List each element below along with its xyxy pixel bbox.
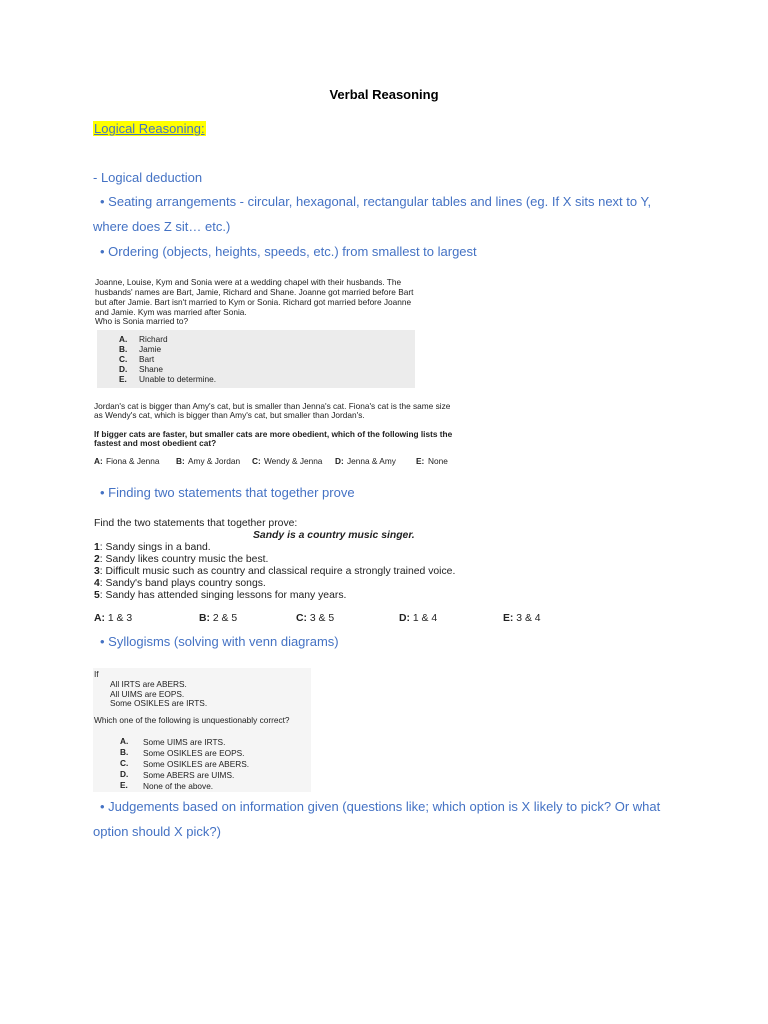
option-letter: A.	[120, 736, 129, 746]
example-intro: Find the two statements that together prove:	[94, 518, 298, 529]
statement-number: 1	[94, 542, 100, 553]
bullet-ordering: • Ordering (objects, heights, speeds, etc.) from smallest to largest	[100, 244, 477, 259]
option-letter: B.	[119, 344, 128, 354]
option-letter: B.	[120, 747, 129, 757]
example-if: If	[94, 669, 99, 679]
option-text: Some UIMS are IRTS.	[143, 737, 226, 747]
option-letter: D.	[120, 769, 129, 779]
statement-5	[94, 590, 346, 601]
option-text: Unable to determine.	[139, 374, 217, 384]
option-e	[503, 613, 541, 624]
option-letter: E.	[119, 374, 127, 384]
example-question: If bigger cats are faster, but smaller cats are more obedient, which of the following lists the	[94, 429, 453, 439]
option-text: Shane	[139, 364, 163, 374]
option-letter: B:	[176, 456, 185, 466]
statement-number: 3	[94, 566, 100, 577]
option-text: Some OSIKLES are ABERS.	[143, 759, 250, 769]
intro-text: - Logical deduction	[93, 170, 203, 185]
statement-number: 2	[94, 554, 100, 565]
option-text: 3 & 4	[516, 613, 541, 624]
option-letter: E:	[416, 456, 425, 466]
option-text: 2 & 5	[212, 613, 238, 624]
example-line: Joanne, Louise, Kym and Sonia were at a wedding chapel with their husbands. The	[95, 277, 402, 287]
option-c	[296, 613, 334, 624]
options-block	[97, 330, 415, 388]
option-text: None of the above.	[143, 781, 214, 791]
option-text: 1 & 4	[412, 613, 438, 624]
option-text: Jenna & Amy	[347, 456, 396, 466]
option-letter: E.	[120, 780, 128, 790]
option-text: Some ABERS are UIMS.	[143, 770, 235, 780]
option-text: Fiona & Jenna	[106, 456, 160, 466]
option-text: None	[428, 456, 448, 466]
option-letter: A:	[94, 456, 103, 466]
page-title: Verbal Reasoning	[329, 87, 439, 102]
option-a	[94, 613, 132, 624]
statement-4	[94, 578, 266, 589]
premise: Some OSIKLES are IRTS.	[110, 698, 208, 708]
option-text: Bart	[139, 354, 155, 364]
statement-2	[94, 554, 268, 565]
example-line: and Jamie. Kym was married after Sonia.	[95, 307, 247, 317]
option-letter: A.	[119, 334, 128, 344]
option-letter: D:	[399, 613, 410, 624]
option-text: Amy & Jordan	[188, 456, 241, 466]
option-text: Jamie	[139, 344, 162, 354]
bullet-seating: • Seating arrangements - circular, hexagonal, rectangular tables and lines (eg. If X sits next to Y,	[100, 194, 652, 209]
bullet-syllogisms: • Syllogisms (solving with venn diagrams)	[100, 634, 339, 649]
example-line: husbands' names are Bart, Jamie, Richard and Shane. Joanne got married before Bart	[95, 287, 414, 297]
option-letter: C:	[296, 613, 307, 624]
statement-number: 5	[94, 590, 100, 601]
example-marriage-image	[93, 276, 423, 388]
premise: All IRTS are ABERS.	[110, 679, 187, 689]
statement-3	[94, 566, 455, 577]
example-line: as Wendy's cat, which is bigger than Amy's cat, but smaller than Jordan's.	[94, 410, 365, 420]
option-text: Some OSIKLES are EOPS.	[143, 748, 245, 758]
example-claim: Sandy is a country music singer.	[253, 530, 415, 541]
example-cats-image	[93, 400, 473, 468]
option-text: 3 & 5	[309, 613, 335, 624]
bullet-seating-cont: where does Z sit… etc.)	[93, 219, 231, 234]
option-letter: C.	[120, 758, 129, 768]
example-line: Jordan's cat is bigger than Amy's cat, but is smaller than Jenna's cat. Fiona's cat is the same size	[94, 401, 451, 411]
example-question: fastest and most obedient cat?	[94, 438, 217, 448]
example-line: but after Jamie. Bart isn't married to Kym or Sonia. Richard got married before Joanne	[95, 297, 412, 307]
option-text: 1 & 3	[107, 613, 133, 624]
option-letter: E:	[503, 613, 514, 624]
option-b	[199, 613, 237, 624]
example-question: Which one of the following is unquestionably correct?	[94, 715, 290, 725]
option-letter: D.	[119, 364, 128, 374]
bullet-judgements: • Judgements based on information given (questions like; which option is X likely to pick? Or what	[100, 799, 661, 814]
statement-number: 4	[94, 578, 100, 589]
option-letter: D:	[335, 456, 344, 466]
statement-text: : Sandy's band plays country songs.	[99, 578, 266, 589]
statement-text: : Sandy sings in a band.	[99, 542, 211, 553]
example-sandy-image	[93, 517, 553, 627]
option-letter: C:	[252, 456, 261, 466]
example-syllogism-image	[93, 668, 313, 792]
option-letter: C.	[119, 354, 128, 364]
statement-1	[94, 542, 211, 553]
statement-text: : Sandy has attended singing lessons for many years.	[99, 590, 347, 601]
option-d	[399, 613, 437, 624]
option-letter: A:	[94, 613, 105, 624]
statement-text: : Sandy likes country music the best.	[99, 554, 269, 565]
option-text: Wendy & Jenna	[264, 456, 323, 466]
option-letter: B:	[199, 613, 210, 624]
example-question: Who is Sonia married to?	[95, 316, 189, 326]
bullet-statements: • Finding two statements that together prove	[100, 485, 355, 500]
premise: All UIMS are EOPS.	[110, 689, 185, 699]
section-heading: Logical Reasoning:	[94, 121, 205, 136]
statement-text: : Difficult music such as country and classical require a strongly trained voice.	[99, 566, 456, 577]
bullet-judgements-cont: option should X pick?)	[93, 824, 221, 839]
option-text: Richard	[139, 334, 168, 344]
